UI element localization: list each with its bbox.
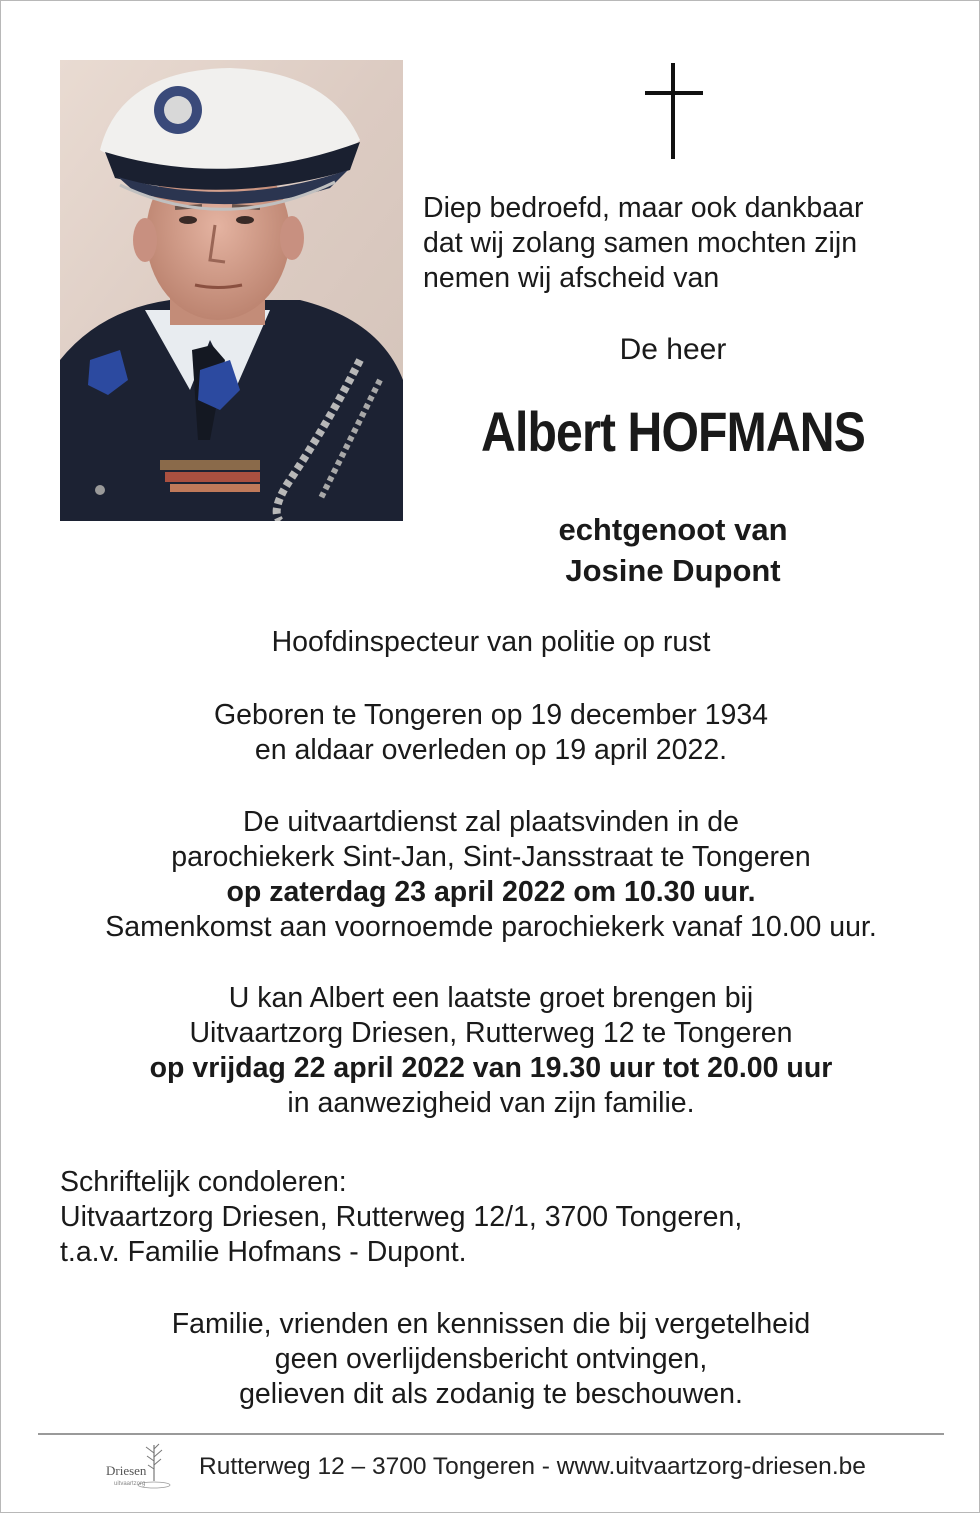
cross-icon (645, 63, 703, 159)
condolence-line: Uitvaartzorg Driesen, Rutterweg 12/1, 3700 Tongeren, (60, 1201, 743, 1233)
spouse-info (441, 509, 905, 591)
closing-line: geen overlijdensbericht ontvingen, (274, 1343, 708, 1375)
footer-divider (38, 1433, 944, 1435)
driesen-logo (104, 1441, 180, 1495)
intro-line: nemen wij afscheid van (423, 262, 720, 294)
closing-line: gelieven dit als zodanig te beschouwen. (239, 1378, 743, 1410)
funeral-line: De uitvaartdienst zal plaatsvinden in de (243, 806, 739, 838)
intro-text (423, 191, 943, 296)
condolence-line: Schriftelijk condoleren: (60, 1166, 347, 1198)
intro-line: Diep bedroefd, maar ook dankbaar (423, 192, 864, 224)
honorific-title: De heer (619, 333, 727, 366)
condolence-info (60, 1165, 940, 1270)
portrait-photo (60, 60, 403, 521)
closing-note (1, 1307, 980, 1412)
logo-subtext: uitvaartzorg (114, 1481, 146, 1487)
visitation-datetime: op vrijdag 22 april 2022 van 19.30 uur tot 20.00 uur (149, 1052, 833, 1084)
visitation-info (1, 981, 980, 1121)
funeral-line: Samenkomst aan voornoemde parochiekerk vanaf 10.00 uur. (105, 911, 877, 943)
visitation-line: in aanwezigheid van zijn familie. (287, 1087, 695, 1119)
intro-line: dat wij zolang samen mochten zijn (423, 227, 858, 259)
logo-text: Driesen (106, 1463, 147, 1478)
birth-line: Geboren te Tongeren op 19 december 1934 (213, 699, 769, 731)
condolence-line: t.a.v. Familie Hofmans - Dupont. (60, 1236, 467, 1268)
occupation-text: Hoofdinspecteur van politie op rust (271, 626, 711, 658)
funeral-datetime: op zaterdag 23 april 2022 om 10.30 uur. (226, 876, 756, 908)
funeral-line: parochiekerk Sint-Jan, Sint-Jansstraat te Tongeren (171, 841, 811, 873)
deceased-name: Albert HOFMANS (481, 400, 865, 463)
funeral-info (1, 805, 980, 945)
visitation-line: Uitvaartzorg Driesen, Rutterweg 12 te Tongeren (189, 1017, 793, 1049)
spouse-line: echtgenoot van (558, 512, 788, 547)
closing-line: Familie, vrienden en kennissen die bij vergetelheid (171, 1308, 811, 1340)
occupation (1, 625, 980, 660)
footer-address: Rutterweg 12 – 3700 Tongeren - www.uitvaartzorg-driesen.be (199, 1453, 866, 1480)
spouse-line: Josine Dupont (565, 553, 781, 588)
birth-death-info (1, 698, 980, 768)
death-line: en aldaar overleden op 19 april 2022. (254, 734, 728, 766)
visitation-line: U kan Albert een laatste groet brengen bij (228, 982, 754, 1014)
